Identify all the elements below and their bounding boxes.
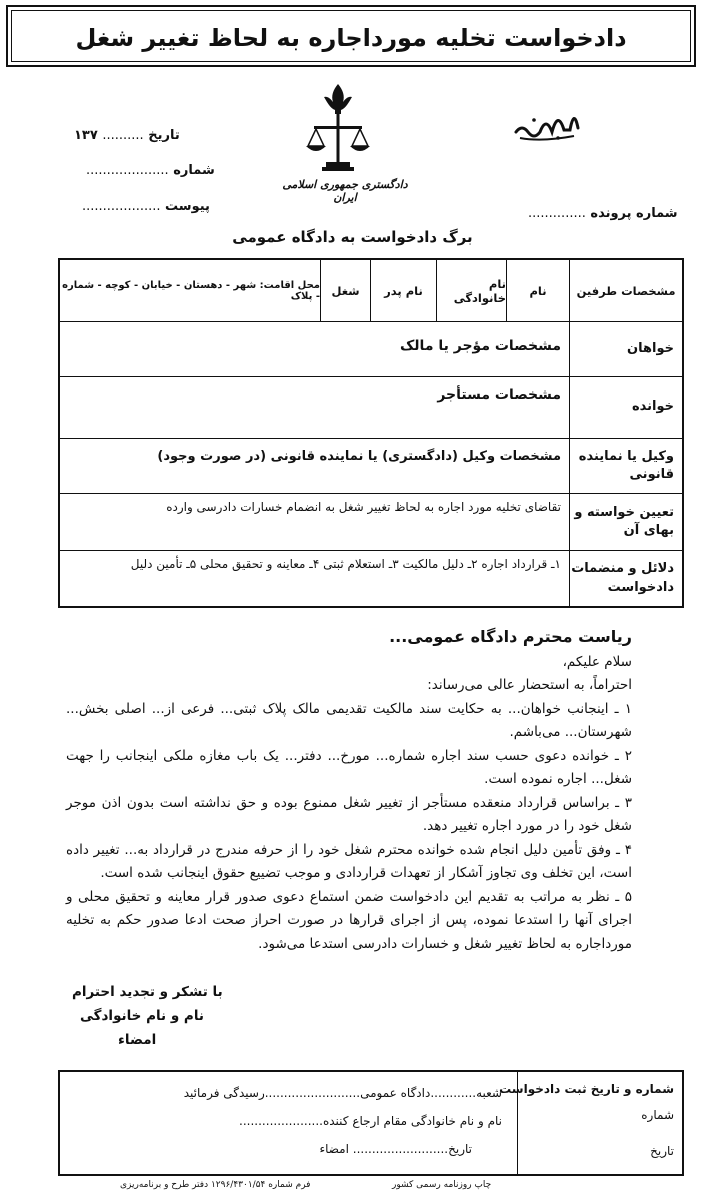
table-row xyxy=(60,494,682,551)
row-label-plaintiff: خواهان xyxy=(569,322,682,376)
row-value-attorney: مشخصات وکیل (دادگستری) یا نماینده قانونی (در صورت وجود) xyxy=(157,449,561,464)
registration-box xyxy=(58,1070,684,1176)
letter-body xyxy=(66,625,632,956)
table-header-row xyxy=(60,260,682,322)
table-row xyxy=(60,439,682,494)
table-row xyxy=(60,377,682,439)
date-signature: تاریخ......................... امضاء xyxy=(319,1142,472,1156)
header-job: شغل xyxy=(320,260,370,321)
row-label-defendant: خوانده xyxy=(569,377,682,438)
letter-greeting: سلام علیکم، xyxy=(562,653,632,670)
parties-table xyxy=(58,258,684,608)
footer-form-number: فرم شماره ۱۲۹۶/۴۳۰۱/۵۴ دفتر طرح و برنامه‌ریزی xyxy=(120,1180,311,1190)
case-number-label: شماره پرونده xyxy=(590,206,678,221)
registration-number: شماره xyxy=(641,1108,674,1122)
date-label: تاریخ xyxy=(148,128,180,143)
row-label-claim: تعیین خواسته و بهای آن xyxy=(569,494,682,550)
closing-name: نام و نام خانوادگی xyxy=(80,1008,204,1024)
title-box xyxy=(6,5,696,67)
footer-printer: چاپ روزنامه رسمی کشور xyxy=(392,1180,492,1190)
case-number-line: شماره پرونده .............. xyxy=(528,206,678,221)
table-row xyxy=(60,551,682,606)
letter-paragraph-4: ۴ ـ وفق تأمین دلیل انجام شده خوانده محترم شغل خود را از حرفه مندرج در قرارداد به... تغییر داده است، این تخلف وی تجاوز آشکار از تعهدات قراردادی و موجب تضییع حقوق اینجانب شده است. xyxy=(66,841,632,881)
branch-referral: شعبه............دادگاه عمومی.........................رسیدگی فرمائید xyxy=(183,1086,502,1100)
letter-heading: ریاست محترم دادگاه عمومی... xyxy=(389,627,632,646)
row-label-attorney: وکیل یا نماینده قانونی xyxy=(569,439,682,493)
registration-info xyxy=(499,1072,682,1174)
number-line: شماره .................... xyxy=(86,163,215,178)
row-value-claim: تقاضای تخلیه مورد اجاره به لحاظ تغییر شغل به انضمام خسارات دادرسی وارده xyxy=(166,500,561,514)
registration-date: تاریخ xyxy=(650,1144,674,1158)
attachment-label: پیوست xyxy=(165,199,210,214)
registration-label: شماره و تاریخ ثبت دادخواست xyxy=(499,1082,674,1096)
header-address: محل اقامت: شهر - دهستان - خیابان - کوچه - شماره - پلاک xyxy=(62,279,320,302)
date-line: تاریخ .......... ۱۳۷ xyxy=(74,128,180,143)
letter-paragraph-2: ۲ ـ خوانده دعوی حسب سند اجاره شماره... مورخ... دفتر... یک باب مغازه ملکی اینجانب را جهت شغل... اجاره نموده است. xyxy=(66,747,632,787)
letter-paragraph-5: ۵ ـ نظر به مراتب به تقدیم این دادخواست ضمن استماع دعوی صدور قرار معاینه و تحقیق محلی و اجرای آنها را استدعا نموده، پس از اجرای قرارها در صورت احراز صحت ادعا صدور حکم به تخلیه مورداجاره به لحاظ تغییر شغل و خسارات دادرسی استدعا می‌شود. xyxy=(66,888,632,952)
letter-intro: احتراماً، به استحضار عالی می‌رساند: xyxy=(427,677,632,693)
bismillah-calligraphy xyxy=(512,102,582,142)
number-label: شماره xyxy=(173,163,215,178)
form-subtitle: برگ دادخواست به دادگاه عمومی xyxy=(232,228,473,246)
row-label-evidence: دلائل و منضمات دادخواست xyxy=(569,551,682,606)
header-name: نام xyxy=(506,260,569,321)
referrer-name: نام و نام خانوادگی مقام ارجاع کننده...................... xyxy=(239,1114,502,1128)
date-value: ۱۳۷ xyxy=(74,128,98,143)
emblem-caption: دادگستری جمهوری اسلامی ایران xyxy=(282,178,408,204)
header-parties: مشخصات طرفین xyxy=(569,260,682,321)
row-value-evidence: ۱ـ قرارداد اجاره ۲ـ دلیل مالکیت ۳ـ استعلام ثبتی ۴ـ معاینه و تحقیق محلی ۵ـ تأمین دلیل xyxy=(130,557,561,571)
judiciary-emblem-icon xyxy=(300,82,376,174)
row-value-defendant: مشخصات مستأجر xyxy=(437,387,561,403)
header-father: نام پدر xyxy=(370,260,436,321)
header-family: نام خانوادگی xyxy=(436,260,506,321)
closing-signature: امضاء xyxy=(118,1032,157,1048)
closing-thanks: با تشکر و تجدید احترام xyxy=(72,984,223,1000)
form-title: دادخواست تخلیه مورداجاره به لحاظ تغییر شغل xyxy=(75,24,627,52)
row-value-plaintiff: مشخصات مؤجر یا مالک xyxy=(399,338,561,354)
letter-paragraph-1: ۱ ـ اینجانب خواهان... به حکایت سند مالکیت تقدیمی مالک پلاک ثبتی... فرعی از... اصلی بخش... شهرستان... می‌باشم. xyxy=(66,700,632,740)
table-row xyxy=(60,322,682,377)
attachment-line: پیوست ................... xyxy=(82,199,210,214)
letter-paragraph-3: ۳ ـ براساس قرارداد منعقده مستأجر از تغییر شغل ممنوع بوده و حق نداشته است بدون اذن موجر شغل خود را در مورد اجاره تغییر دهد. xyxy=(66,794,632,834)
